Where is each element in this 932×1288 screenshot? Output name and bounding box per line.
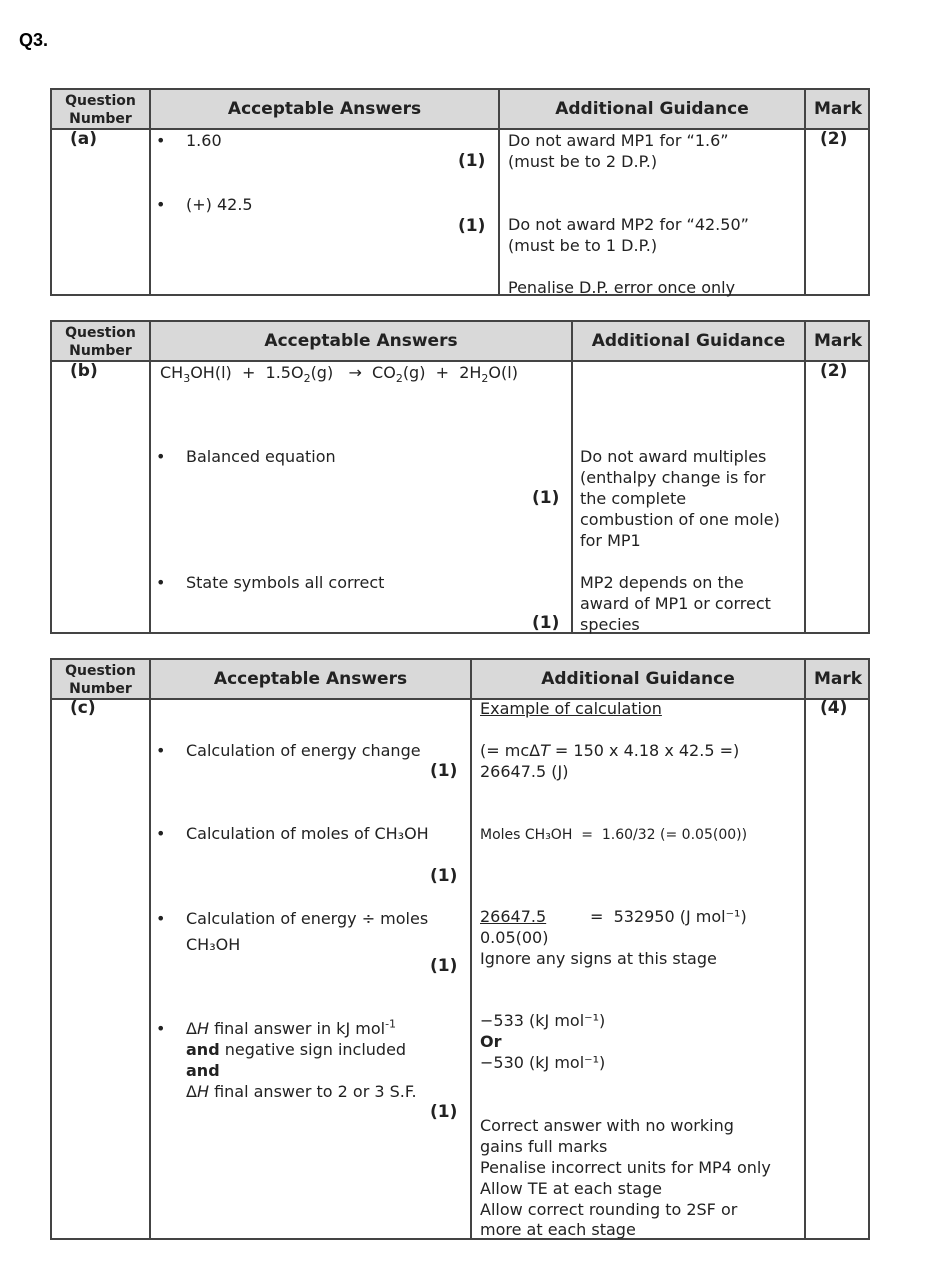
header-question-number: Question Number xyxy=(65,93,136,127)
answer-item: Calculation of energy ÷ moles xyxy=(186,909,429,928)
guidance-line: combustion of one mole) xyxy=(580,510,780,529)
guidance-line: −530 (kJ mol⁻¹) xyxy=(480,1053,606,1072)
header-acceptable-answers: Acceptable Answers xyxy=(227,99,422,119)
guidance-line: (must be to 2 D.P.) xyxy=(508,152,658,171)
header-question-number: Question Number xyxy=(65,325,136,359)
bullet-icon: • xyxy=(156,195,166,214)
guidance-line: −533 (kJ mol⁻¹) xyxy=(480,1011,606,1030)
header-additional-guidance: Additional Guidance xyxy=(555,99,749,119)
answer-mark: (1) xyxy=(532,613,560,633)
answer-mark: (1) xyxy=(430,761,458,781)
bullet-icon: • xyxy=(156,909,166,928)
bullet-icon: • xyxy=(156,824,166,843)
total-mark: (2) xyxy=(820,129,848,149)
header-acceptable-answers: Acceptable Answers xyxy=(213,669,408,689)
bullet-icon: • xyxy=(156,573,166,592)
guidance-line: award of MP1 or correct xyxy=(580,594,771,613)
mark-table-part-a xyxy=(50,88,870,296)
part-label: (a) xyxy=(70,129,98,149)
answer-item: and negative sign included xyxy=(186,1040,407,1059)
header-additional-guidance: Additional Guidance xyxy=(591,331,786,351)
mark-table-part-c xyxy=(50,658,870,1240)
header-additional-guidance: Additional Guidance xyxy=(541,669,735,689)
guidance-line: for MP1 xyxy=(580,531,641,550)
mark-table-part-b xyxy=(50,320,870,634)
guidance-result: = 532950 (J mol⁻¹) xyxy=(590,907,747,926)
answer-mark: (1) xyxy=(430,1102,458,1122)
guidance-line: Do not award MP2 for “42.50” xyxy=(508,215,749,234)
guidance-line: Moles CH₃OH = 1.60/32 (= 0.05(00)) xyxy=(480,827,748,843)
chemical-equation: $CH_3OH(l) + 1.5O_2(g)$ → $CO_2(g) + 2H_2O(l)$ xyxy=(160,363,518,386)
guidance-line: 26647.5 (J) xyxy=(480,762,569,781)
answer-item: 1.60 xyxy=(186,131,222,150)
answer-mark: (1) xyxy=(430,866,458,886)
header-mark: Mark xyxy=(813,669,863,689)
guidance-note: Correct answer with no working xyxy=(480,1116,734,1135)
bullet-icon: • xyxy=(156,131,166,150)
guidance-line: MP2 depends on the xyxy=(580,573,744,592)
answer-mark: (1) xyxy=(430,956,458,976)
arrow-icon: → xyxy=(348,363,362,382)
question-title: Q3. xyxy=(19,30,49,50)
guidance-note: Penalise incorrect units for MP4 only xyxy=(480,1158,771,1177)
answer-item: Balanced equation xyxy=(186,447,336,466)
guidance-line: species xyxy=(580,615,640,634)
guidance-note: Allow correct rounding to 2SF or xyxy=(480,1200,738,1219)
guidance-denominator: 0.05(00) xyxy=(480,928,549,947)
header-question-number: Question Number xyxy=(65,663,136,697)
answer-item: ΔH final answer to 2 or 3 S.F. xyxy=(186,1082,417,1101)
guidance-line: Or xyxy=(480,1032,502,1051)
answer-item: Calculation of energy change xyxy=(186,741,421,760)
guidance-line: Penalise D.P. error once only xyxy=(508,278,736,297)
guidance-heading: Example of calculation xyxy=(480,699,662,718)
total-mark: (4) xyxy=(820,698,848,718)
answer-item: State symbols all correct xyxy=(186,573,385,592)
guidance-line: the complete xyxy=(580,489,687,508)
guidance-note: Allow TE at each stage xyxy=(480,1179,663,1198)
answer-mark: (1) xyxy=(458,216,486,236)
answer-item: (+) 42.5 xyxy=(186,195,253,214)
total-mark: (2) xyxy=(820,361,848,381)
guidance-line: (must be to 1 D.P.) xyxy=(508,236,658,255)
guidance-line: (= mcΔT = 150 x 4.18 x 42.5 =) xyxy=(480,741,740,760)
guidance-note: more at each stage xyxy=(480,1220,636,1239)
answer-mark: (1) xyxy=(532,488,560,508)
part-label: (c) xyxy=(70,698,96,718)
answer-item: and xyxy=(186,1061,220,1080)
answer-item: ΔH final answer in kJ mol$^{-1}$ xyxy=(186,1017,397,1038)
guidance-note: gains full marks xyxy=(480,1137,608,1156)
part-label: (b) xyxy=(70,361,98,381)
guidance-numerator: 26647.5 xyxy=(480,907,547,926)
guidance-line: Do not award MP1 for “1.6” xyxy=(508,131,729,150)
answer-mark: (1) xyxy=(458,151,486,171)
bullet-icon: • xyxy=(156,447,166,466)
header-acceptable-answers: Acceptable Answers xyxy=(264,331,458,351)
guidance-line: Do not award multiples xyxy=(580,447,767,466)
guidance-line: Ignore any signs at this stage xyxy=(480,949,717,968)
header-mark: Mark xyxy=(813,99,863,119)
bullet-icon: • xyxy=(156,1019,166,1038)
guidance-line: (enthalpy change is for xyxy=(580,468,766,487)
answer-item-continued: CH₃OH xyxy=(186,935,241,954)
answer-item: Calculation of moles of CH₃OH xyxy=(186,824,429,843)
header-mark: Mark xyxy=(813,331,863,351)
bullet-icon: • xyxy=(156,741,166,760)
